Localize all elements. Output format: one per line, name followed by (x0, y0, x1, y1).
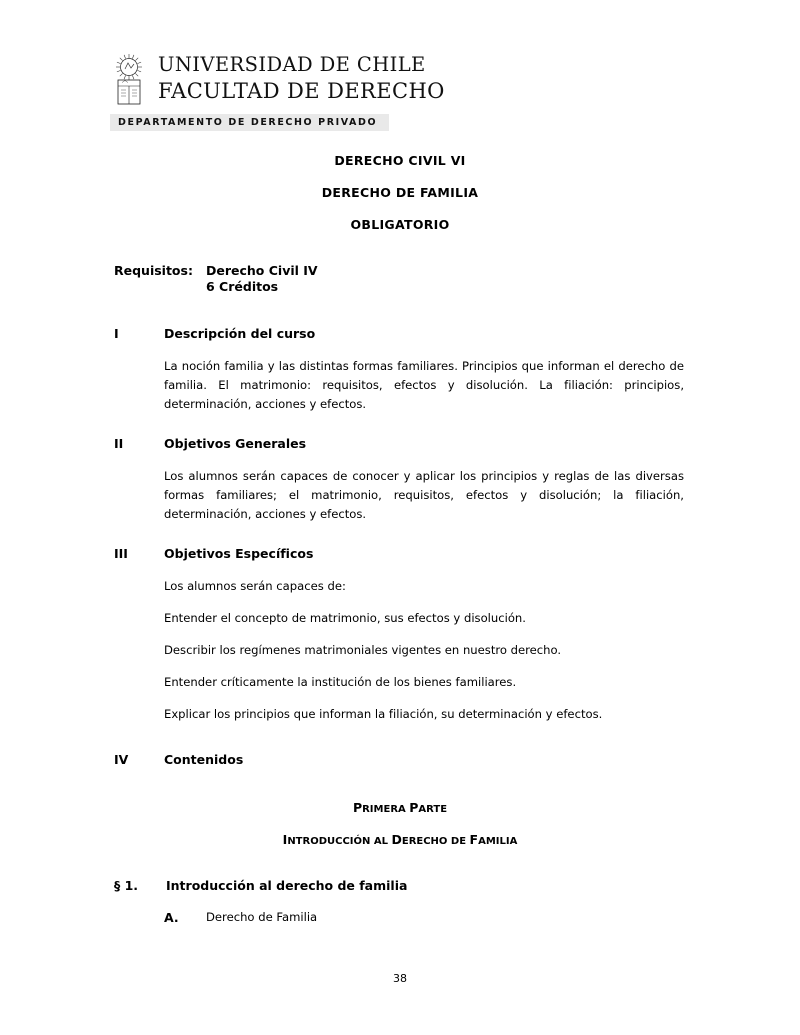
course-name-title: DERECHO DE FAMILIA (321, 185, 479, 200)
subitem-letter-a: A. (164, 910, 179, 925)
requisitos-value-1: Derecho Civil IV (206, 263, 318, 278)
department-banner: DEPARTAMENTO DE DERECHO PRIVADO (110, 114, 389, 131)
university-name: UNIVERSIDAD DE CHILE (158, 53, 426, 76)
part-heading-rest2: ARTE (418, 804, 448, 815)
section-iii-bullet-4: Explicar los principios que informan la filiación, su determinación y efectos. (164, 707, 603, 721)
university-crest-icon (110, 52, 148, 107)
part-heading-rest: RIMERA (362, 804, 410, 815)
requisitos-label: Requisitos: (114, 263, 193, 278)
part-subheading-big-3: F (469, 832, 479, 847)
university-names (158, 52, 445, 104)
part-subheading-big-2: D (391, 832, 402, 847)
section-heading-iv (114, 752, 674, 767)
part-subheading-small-3: AMILIA (478, 836, 518, 847)
part-heading (0, 800, 800, 815)
part-subheading-small-1: NTRODUCCIÓN AL (287, 836, 392, 847)
section-body-ii: Los alumnos serán capaces de conocer y aplicar los principios y reglas de las diversas formas familiares; el matrimonio, requisitos, efectos y disolución; la filiación, determinación, acciones y efectos. (164, 469, 684, 521)
part-heading-lead2: P (409, 800, 419, 815)
section-iii-bullet-3: Entender críticamente la institución de los bienes familiares. (164, 675, 517, 689)
section-iii-bullet-1: Entender el concepto de matrimonio, sus efectos y disolución. (164, 611, 526, 625)
section-number-i: I (114, 326, 119, 341)
course-code-title: DERECHO CIVIL VI (334, 153, 466, 168)
part-subheading (0, 832, 800, 847)
logo-row (110, 52, 510, 107)
subitem-a (164, 910, 684, 924)
faculty-name: FACULTAD DE DERECHO (158, 79, 445, 103)
section-iii-intro: Los alumnos serán capaces de: (164, 579, 346, 593)
section-iii-bullet-2: Describir los regímenes matrimoniales vigentes en nuestro derecho. (164, 643, 562, 657)
paragraph-title-1: Introducción al derecho de familia (166, 878, 408, 893)
page-number: 38 (393, 972, 407, 985)
section-heading-ii (114, 436, 674, 451)
requisitos-block (114, 263, 318, 294)
section-title-i: Descripción del curso (164, 326, 316, 341)
section-title-iii: Objetivos Específicos (164, 546, 314, 561)
section-number-ii: II (114, 436, 124, 451)
subitem-text-a: Derecho de Familia (206, 910, 318, 924)
section-title-iv: Contenidos (164, 752, 244, 767)
section-heading-iii (114, 546, 674, 561)
part-heading-lead: P (352, 800, 363, 815)
part-subheading-small-2: ERECHO DE (401, 836, 470, 847)
paragraph-item-1 (114, 878, 674, 893)
paragraph-symbol-1: § 1. (114, 878, 139, 893)
section-number-iii: III (114, 546, 128, 561)
course-type-title: OBLIGATORIO (350, 217, 450, 232)
section-body-i: La noción familia y las distintas formas familiares. Principios que informan el derecho de familia. El matrimonio: requisitos, efectos y disolución. La filiación: principios, determinación, acciones y efectos. (164, 359, 684, 411)
section-heading-i (114, 326, 674, 341)
part-subheading-big-1: I (282, 832, 288, 847)
document-header (110, 52, 510, 131)
requisitos-value-2: 6 Créditos (206, 279, 279, 294)
section-number-iv: IV (114, 752, 129, 767)
section-title-ii: Objetivos Generales (164, 436, 307, 451)
